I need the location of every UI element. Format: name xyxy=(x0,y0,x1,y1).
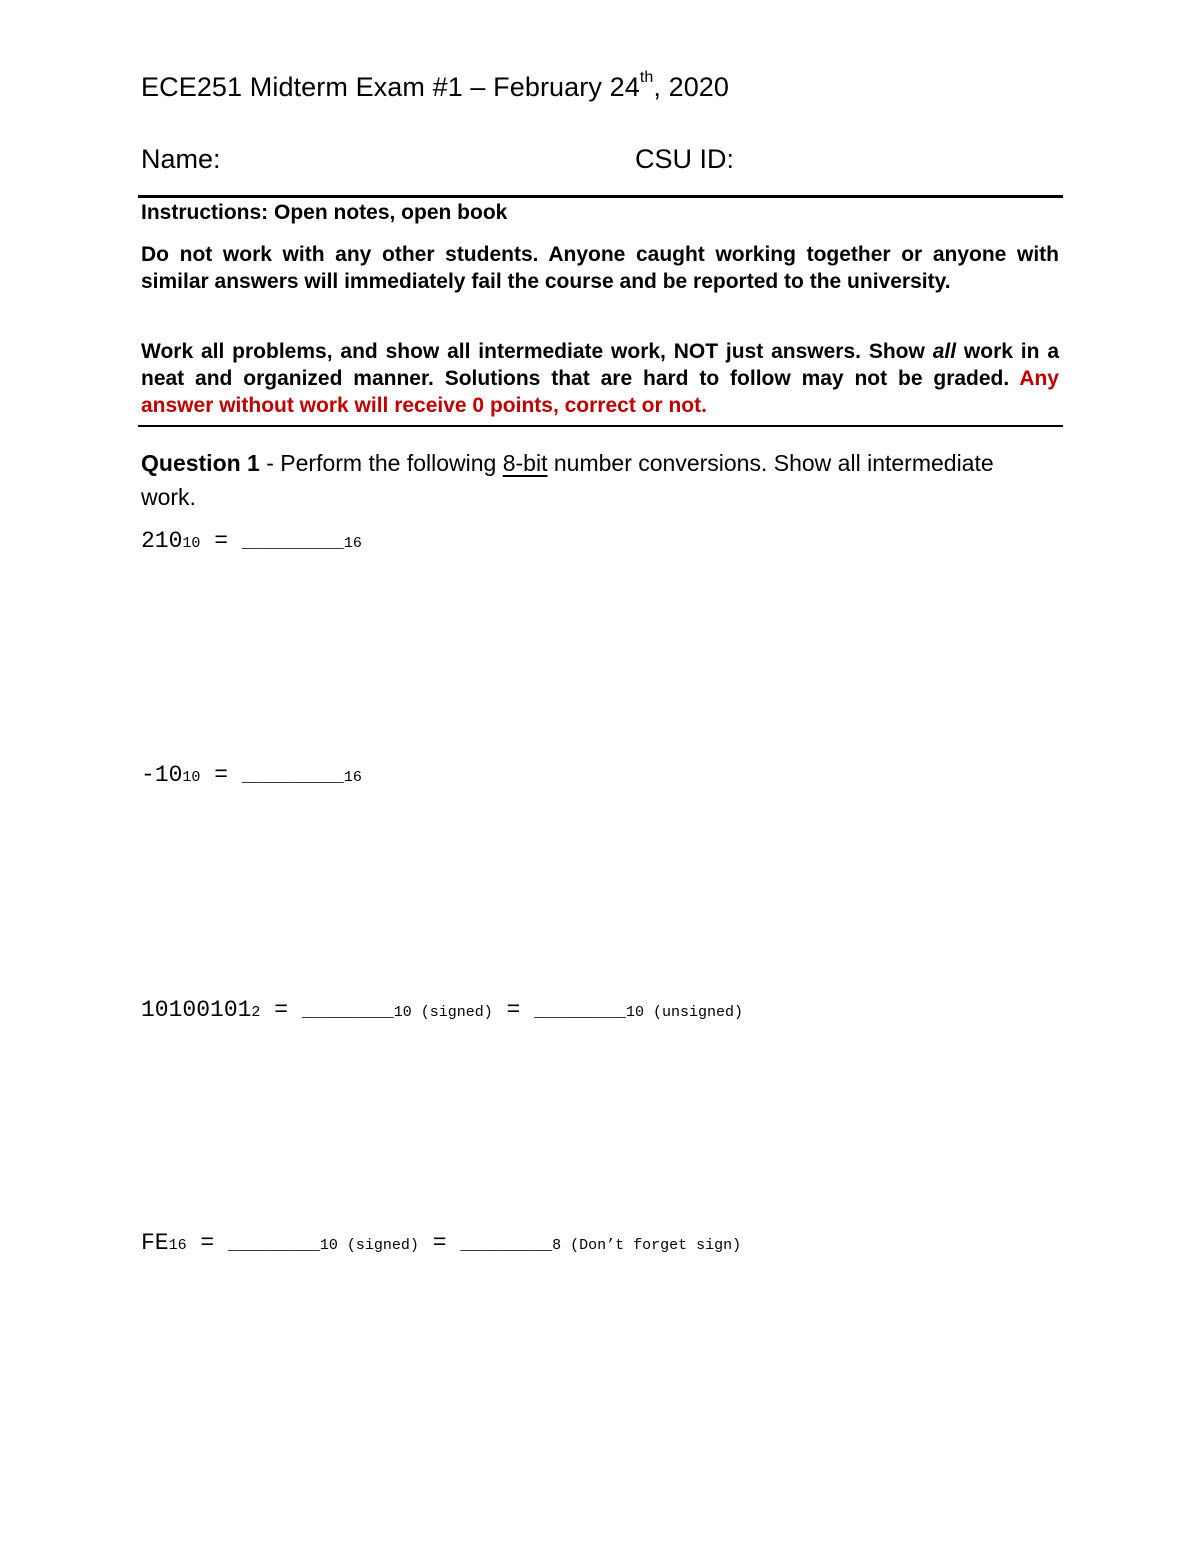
answer-base: 16 xyxy=(343,535,362,552)
exam-title xyxy=(141,69,730,103)
instructions-heading: Instructions: Open notes, open book xyxy=(141,201,508,224)
instructions-warning: Any answer without work will receive 0 points, correct or not. xyxy=(141,367,1059,417)
name-label: Name: xyxy=(141,144,221,174)
answer-blank-octal[interactable]: _________ xyxy=(460,1236,553,1255)
instructions-work-part2: work in a neat and organized manner. Solutions that are hard to follow may not be graded. xyxy=(141,340,1059,390)
answer-base-octal: 8 (Don’t forget sign) xyxy=(552,1237,742,1254)
problem-value: 10100101 xyxy=(141,997,252,1023)
equals-sign: = xyxy=(492,997,535,1023)
answer-blank-signed[interactable]: _________ xyxy=(301,1003,394,1022)
problem-4 xyxy=(141,1230,741,1256)
csu-id-label: CSU ID: xyxy=(635,144,735,174)
answer-blank[interactable]: __________ xyxy=(241,768,344,787)
problem-base: 10 xyxy=(182,535,201,552)
problem-1 xyxy=(141,528,362,554)
answer-blank[interactable]: __________ xyxy=(241,534,344,553)
instructions-collaboration: Do not work with any other students. Anyone caught working together or anyone with similar answers will immediately fail the course and be reported to the university. xyxy=(141,243,1059,293)
title-year: , 2020 xyxy=(653,72,730,102)
equals-sign: = xyxy=(186,1230,229,1256)
instructions-emphasis: all xyxy=(932,340,957,363)
answer-blank-unsigned[interactable]: _________ xyxy=(534,1003,626,1022)
equals-sign: = xyxy=(200,528,242,554)
title-main: ECE251 Midterm Exam #1 – February 24 xyxy=(141,72,640,102)
problem-base: 2 xyxy=(251,1004,261,1021)
question-label: Question 1 xyxy=(141,450,260,476)
problem-value: -10 xyxy=(141,762,183,788)
question-1 xyxy=(141,446,1041,514)
equals-sign: = xyxy=(200,762,242,788)
equals-sign: = xyxy=(418,1230,461,1256)
problem-value: 210 xyxy=(141,528,183,554)
answer-base: 16 xyxy=(343,769,362,786)
problem-2 xyxy=(141,762,362,788)
problem-base: 16 xyxy=(168,1237,187,1254)
answer-blank-signed[interactable]: _________ xyxy=(228,1236,320,1255)
instructions-work xyxy=(141,338,1059,419)
answer-base-unsigned: 10 (unsigned) xyxy=(625,1004,743,1021)
header-divider xyxy=(138,195,1063,198)
answer-base-signed: 10 (signed) xyxy=(393,1004,493,1021)
instructions-work-part1: Work all problems, and show all intermediate work, NOT just answers. Show xyxy=(141,340,933,363)
instructions-divider xyxy=(138,425,1063,427)
answer-base-signed: 10 (signed) xyxy=(319,1237,419,1254)
problem-value: FE xyxy=(141,1230,169,1256)
question-text-part1: - Perform the following xyxy=(259,450,503,476)
equals-sign: = xyxy=(260,997,302,1023)
problem-3 xyxy=(141,997,743,1023)
question-text-part2: number conversions. Show all intermediate work. xyxy=(141,450,994,510)
title-superscript: th xyxy=(639,69,654,86)
problem-base: 10 xyxy=(182,769,201,786)
question-underlined-term: 8-bit xyxy=(502,450,548,476)
